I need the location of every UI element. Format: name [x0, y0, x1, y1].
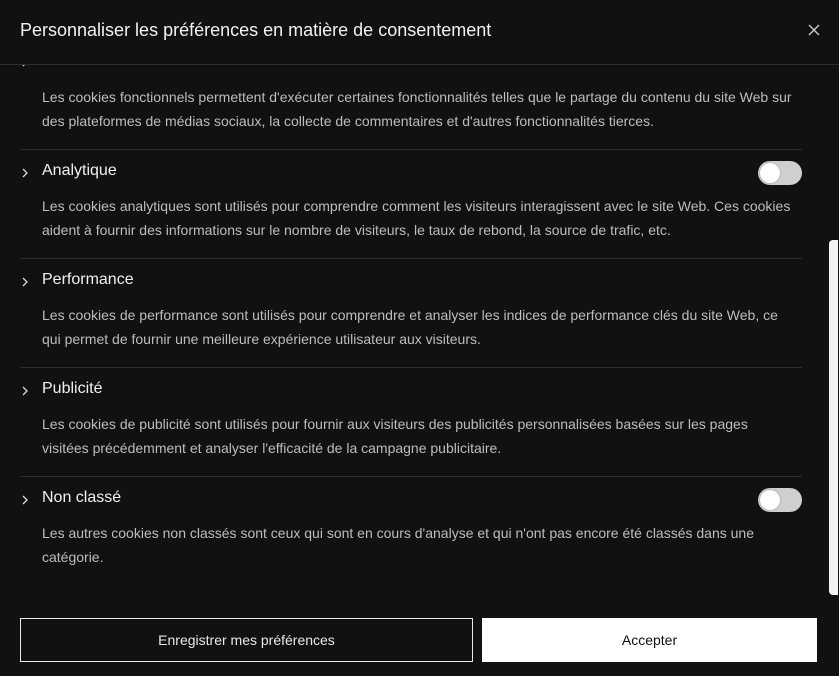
section-title: Non classé [42, 489, 122, 506]
section-description: Les cookies analytiques sont utilisés pour comprendre comment les visiteurs interagissent avec le site Web. Ces cookies aident à fournir des informations sur le nombre de visiteurs, le taux de rebond, la source de trafic, etc. [42, 198, 791, 238]
section-header-publicite[interactable] [20, 380, 802, 404]
section-analytique [20, 150, 802, 259]
section-non-classe [20, 477, 802, 585]
chevron-right-icon [20, 277, 30, 287]
section-description: Les cookies fonctionnels permettent d'exécuter certaines fonctionnalités telles que le partage du contenu du site Web sur des plateformes de médias sociaux, la collecte de commentaires et d'autres fonctionnalités tierces. [42, 89, 792, 129]
toggle-knob [760, 490, 780, 510]
toggle-knob [760, 163, 780, 183]
dialog-footer [0, 597, 839, 676]
section-title: Analytique [42, 162, 117, 179]
non-classe-toggle[interactable] [758, 488, 802, 512]
preferences-scroll-area[interactable] [0, 65, 826, 597]
section-description: Les autres cookies non classés sont ceux qui sont en cours d'analyse et qui n'ont pas encore été classés dans une catégorie. [42, 525, 755, 565]
save-preferences-button[interactable]: Enregistrer mes préférences [20, 618, 473, 662]
chevron-right-icon [20, 386, 30, 396]
section-header-analytique[interactable] [20, 162, 802, 186]
section-title: Performance [42, 271, 134, 288]
close-button[interactable] [807, 23, 821, 37]
chevron-right-icon [20, 168, 30, 178]
chevron-right-icon [20, 495, 30, 505]
dialog-header [0, 0, 839, 65]
section-title: Publicité [42, 380, 103, 397]
section-header-non-classe[interactable] [20, 489, 802, 513]
section-publicite [20, 368, 802, 477]
section-description: Les cookies de performance sont utilisés pour comprendre et analyser les indices de performance clés du site Web, ce qui permet de fournir une meilleure expérience utilisateur aux visiteurs. [42, 307, 778, 347]
section-description: Les cookies de publicité sont utilisés pour fournir aux visiteurs des publicités personnalisées basées sur les pages visitées précédemment et analyser l'efficacité de la campagne publicitaire. [42, 416, 748, 456]
section-performance [20, 259, 802, 368]
scrollbar-thumb[interactable] [829, 240, 838, 595]
analytique-toggle[interactable] [758, 161, 802, 185]
section-header-performance[interactable] [20, 271, 802, 295]
close-icon [807, 23, 821, 37]
dialog-title: Personnaliser les préférences en matière de consentement [20, 20, 492, 40]
accept-button[interactable]: Accepter [482, 618, 817, 662]
